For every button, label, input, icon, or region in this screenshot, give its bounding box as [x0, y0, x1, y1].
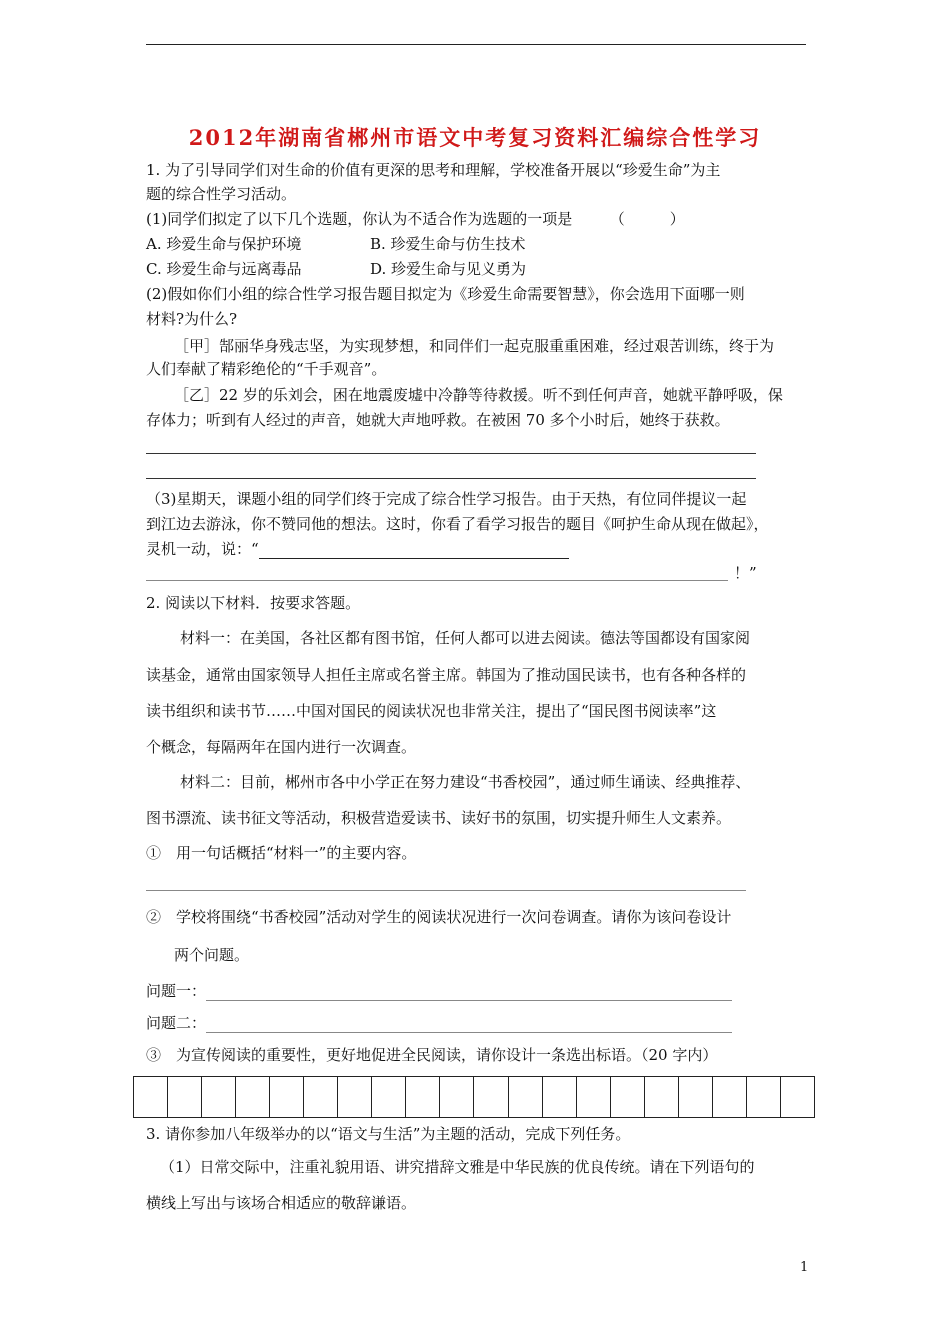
grid-cell[interactable] [406, 1077, 440, 1117]
q3-part1-line1: （1）日常交际中，注重礼貌用语、讲究措辞文雅是中华民族的优良传统。请在下列语句的 [160, 1158, 755, 1176]
q1-material-jia-line1: ［甲］郜丽华身残志坚，为实现梦想，和同伴们一起克服重重困难，经过艰苦训练，终于为 [174, 337, 775, 355]
q1-part3-end-quote: ！” [734, 564, 757, 582]
q2-question-two [146, 1013, 732, 1033]
q2-material1-line1: 材料一：在美国，各社区都有图书馆，任何人都可以进去阅读。德法等国都设有国家阅 [180, 629, 751, 647]
q2-subquestion2-line1: ② 学校将围绕“书香校园”活动对学生的阅读状况进行一次问卷调查。请你为该问卷设计 [146, 908, 732, 926]
q2-question-one-label: 问题一： [146, 982, 207, 1000]
q2-subquestion3: ③ 为宣传阅读的重要性，更好地促进全民阅读，请你设计一条选出标语。（20 字内） [146, 1046, 718, 1064]
q1-material-yi-line1: ［乙］22 岁的乐刘会，困在地震废墟中冷静等待救援。听不到任何声音，她就平静呼吸，保 [174, 386, 783, 404]
grid-cell[interactable] [679, 1077, 713, 1117]
q1-intro-line2: 题的综合性学习活动。 [146, 185, 297, 203]
q1-part3-prompt: 灵机一动，说：“ [146, 540, 259, 558]
q2-subquestion1-answer-line[interactable] [146, 890, 746, 891]
grid-cell[interactable] [543, 1077, 577, 1117]
q1-answer-line2[interactable] [146, 478, 756, 479]
grid-cell[interactable] [577, 1077, 611, 1117]
grid-cell[interactable] [372, 1077, 406, 1117]
q1-option-d: D. 珍爱生命与见义勇为 [370, 260, 527, 278]
q2-question-two-blank[interactable] [206, 1018, 732, 1033]
q2-material1-line3: 读书组织和读书节……中国对国民的阅读状况也非常关注，提出了“国民图书阅读率”这 [146, 702, 717, 720]
q1-part2-line2: 材料?为什么? [146, 310, 238, 328]
grid-cell[interactable] [270, 1077, 304, 1117]
q1-part3-blank-inline[interactable] [259, 542, 569, 559]
q3-part1-line2: 横线上写出与该场合相适应的敬辞谦语。 [146, 1194, 417, 1212]
q2-material2-line1: 材料二：目前，郴州市各中小学正在努力建设“书香校园”，通过师生诵读、经典推荐、 [180, 773, 751, 791]
grid-cell[interactable] [168, 1077, 202, 1117]
grid-cell[interactable] [645, 1077, 679, 1117]
page-title: 2012年湖南省郴州市语文中考复习资料汇编综合性学习 [188, 125, 762, 150]
q2-material1-line2: 读基金，通常由国家领导人担任主席或名誉主席。韩国为了推动国民读书，也有各种各样的 [146, 666, 747, 684]
grid-cell[interactable] [747, 1077, 781, 1117]
q1-part3-line1: （3)星期天，课题小组的同学们终于完成了综合性学习报告。由于天热，有位同伴提议一起 [146, 490, 747, 508]
grid-cell[interactable] [509, 1077, 543, 1117]
grid-cell[interactable] [611, 1077, 645, 1117]
q1-option-b: B. 珍爱生命与仿生技术 [370, 235, 526, 253]
grid-cell[interactable] [202, 1077, 236, 1117]
grid-cell[interactable] [474, 1077, 508, 1117]
q1-material-yi-line2: 存体力；听到有人经过的声音，她就大声地呼救。在被困 70 多个小时后，她终于获救。 [146, 411, 730, 429]
grid-cell[interactable] [236, 1077, 270, 1117]
q1-part3-line2: 到江边去游泳，你不赞同他的想法。这时，你看了看学习报告的题目《呵护生命从现在做起》， [146, 515, 769, 533]
q1-part2-line1: (2)假如你们小组的综合性学习报告题目拟定为《珍爱生命需要智慧》，你会选用下面哪一则 [146, 285, 745, 303]
q2-material2-line2: 图书漂流、读书征文等活动，积极营造爱读书、读好书的氛围，切实提升师生人文素养。 [146, 809, 732, 827]
q1-intro-line1: 1. 为了引导同学们对生命的价值有更深的思考和理解，学校准备开展以“珍爱生命”为主 [146, 161, 721, 179]
q2-subquestion1: ① 用一句话概括“材料一”的主要内容。 [146, 844, 417, 862]
q2-intro: 2. 阅读以下材料．按要求答题。 [146, 594, 361, 612]
grid-cell[interactable] [440, 1077, 474, 1117]
q1-material-jia-line2: 人们奉献了精彩绝伦的“千手观音”。 [146, 360, 387, 378]
grid-cell[interactable] [134, 1077, 168, 1117]
header-rule [146, 44, 806, 45]
q2-material1-line4: 个概念，每隔两年在国内进行一次调查。 [146, 738, 417, 756]
q1-part3-line3 [146, 539, 569, 559]
q2-question-one-blank[interactable] [206, 986, 732, 1001]
q1-part1: (1)同学们拟定了以下几个选题，你认为不适合作为选题的一项是 （ ） [146, 210, 685, 228]
q1-option-a: A. 珍爱生命与保护环境 [146, 235, 302, 253]
grid-cell[interactable] [713, 1077, 747, 1117]
page-number: 1 [800, 1260, 809, 1275]
grid-cell[interactable] [304, 1077, 338, 1117]
q1-option-c: C. 珍爱生命与远离毒品 [146, 260, 302, 278]
grid-cell[interactable] [338, 1077, 372, 1117]
q1-part3-blank-line[interactable] [146, 580, 728, 581]
q1-answer-line1[interactable] [146, 453, 756, 454]
q2-question-one [146, 981, 732, 1001]
grid-cell[interactable] [781, 1077, 814, 1117]
slogan-answer-grid[interactable] [133, 1076, 815, 1118]
q2-question-two-label: 问题二： [146, 1014, 207, 1032]
q2-subquestion2-line2: 两个问题。 [174, 946, 250, 964]
q3-intro: 3. 请你参加八年级举办的以“语文与生活”为主题的活动，完成下列任务。 [146, 1125, 631, 1143]
